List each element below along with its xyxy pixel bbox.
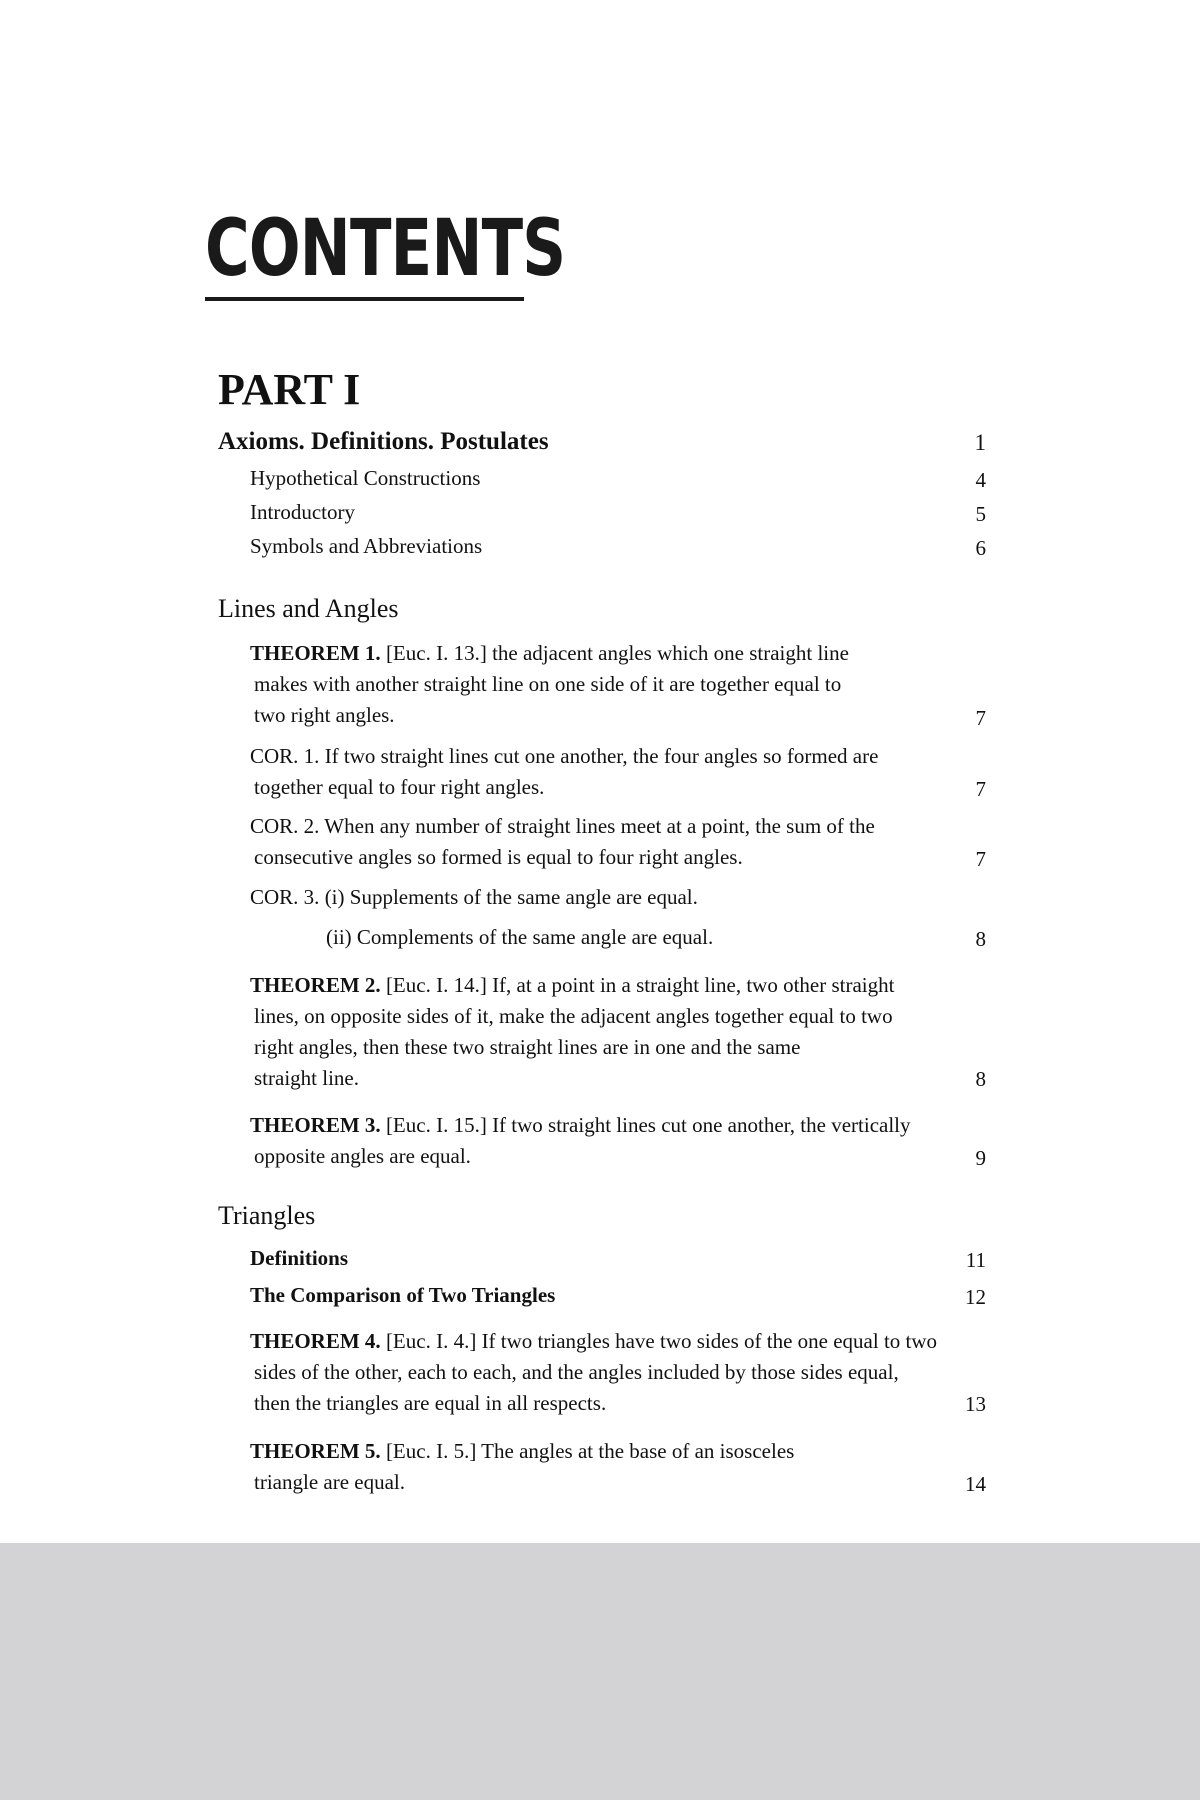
entry-lead: THEOREM 3. xyxy=(250,1113,381,1137)
toc-entry-theorem-3 xyxy=(250,1110,990,1172)
entry-lead: COR. 2. xyxy=(250,814,320,838)
entry-text: When any number of straight lines meet at a point, the sum of the xyxy=(319,814,875,838)
entry-text: right angles, then these two straight lines are in one and the same xyxy=(254,1035,801,1059)
page-number: 12 xyxy=(965,1285,986,1309)
page-number: 14 xyxy=(965,1472,986,1496)
section-heading-lines: Lines and Angles xyxy=(218,594,399,623)
page-number: 7 xyxy=(975,777,986,801)
toc-item-comparison: The Comparison of Two Triangles xyxy=(250,1283,556,1307)
toc-item-symbols: Symbols and Abbreviations xyxy=(250,534,483,558)
entry-text: straight line. xyxy=(254,1066,359,1090)
page-number: 6 xyxy=(975,536,986,560)
page-number: 9 xyxy=(975,1146,986,1170)
section-heading-axioms: Axioms. Definitions. Postulates xyxy=(218,428,549,455)
page-number: 4 xyxy=(975,468,986,492)
toc-item-definitions: Definitions xyxy=(250,1246,349,1270)
entry-text: [Euc. I. 5.] The angles at the base of an isosceles xyxy=(380,1439,795,1463)
part-heading: PART I xyxy=(218,365,361,414)
entry-lead: COR. 1. xyxy=(250,744,320,768)
entry-text: [Euc. I. 4.] If two triangles have two sides of the one equal to two xyxy=(380,1329,938,1353)
entry-text: then the triangles are equal in all respects. xyxy=(254,1391,607,1415)
entry-lead: THEOREM 1. xyxy=(250,641,381,665)
entry-lead: THEOREM 2. xyxy=(250,973,381,997)
page-number: 5 xyxy=(975,502,986,526)
entry-text: consecutive angles so formed is equal to four right angles. xyxy=(254,845,743,869)
entry-text: [Euc. I. 13.] the adjacent angles which one straight line xyxy=(380,641,849,665)
toc-item-introductory: Introductory xyxy=(250,500,355,524)
section-heading-triangles: Triangles xyxy=(218,1201,316,1230)
toc-entry-theorem-2 xyxy=(250,970,990,1094)
entry-text: sides of the other, each to each, and the angles included by those sides equal, xyxy=(254,1360,899,1384)
entry-text: (i) Supplements of the same angle are equal. xyxy=(319,885,698,909)
entry-lead: THEOREM 4. xyxy=(250,1329,381,1353)
title-underline xyxy=(205,297,524,301)
entry-lead: COR. 3. xyxy=(250,885,320,909)
page-number: 1 xyxy=(974,430,986,455)
toc-entry-cor-3 xyxy=(250,882,990,913)
entry-lead: THEOREM 5. xyxy=(250,1439,381,1463)
entry-text: (ii) Complements of the same angle are equal. xyxy=(326,925,714,949)
toc-entry-theorem-4 xyxy=(250,1326,990,1419)
toc-entry-theorem-1 xyxy=(250,638,990,731)
toc-entry-cor-3-ii xyxy=(250,922,990,953)
entry-text: two right angles. xyxy=(254,703,395,727)
toc-entry-cor-2 xyxy=(250,811,990,873)
footer-band xyxy=(0,1543,1200,1800)
page-number: 7 xyxy=(975,847,986,871)
toc-item-hypothetical: Hypothetical Constructions xyxy=(250,466,481,490)
entry-text: together equal to four right angles. xyxy=(254,775,545,799)
entry-text: [Euc. I. 15.] If two straight lines cut one another, the vertically xyxy=(380,1113,911,1137)
entry-text: opposite angles are equal. xyxy=(254,1144,471,1168)
page-number: 13 xyxy=(965,1392,986,1416)
page-number: 8 xyxy=(975,1067,986,1091)
entry-text: triangle are equal. xyxy=(254,1470,405,1494)
entry-text: lines, on opposite sides of it, make the adjacent angles together equal to two xyxy=(254,1004,893,1028)
page-number: 11 xyxy=(965,1248,986,1272)
page-number: 8 xyxy=(975,927,986,951)
entry-text: [Euc. I. 14.] If, at a point in a straight line, two other straight xyxy=(380,973,895,997)
entry-text: makes with another straight line on one side of it are together equal to xyxy=(254,672,842,696)
toc-entry-theorem-5 xyxy=(250,1436,990,1498)
page-title: CONTENTS xyxy=(205,204,566,294)
entry-text: If two straight lines cut one another, the four angles so formed are xyxy=(319,744,879,768)
toc-entry-cor-1 xyxy=(250,741,990,803)
page-number: 7 xyxy=(975,706,986,730)
